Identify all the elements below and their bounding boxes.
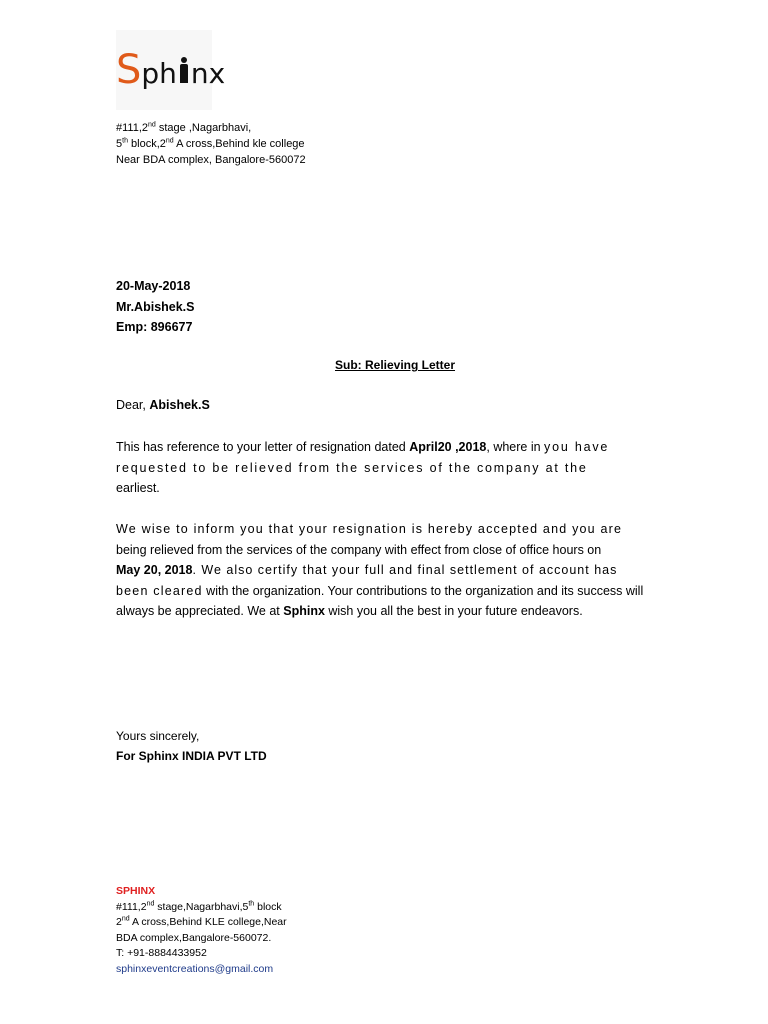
address-line-2: 5th block,2nd A cross,Behind kle college: [116, 137, 305, 150]
address-line-3: Near BDA complex, Bangalore-560072: [116, 154, 306, 166]
closing-block: [116, 726, 267, 766]
logo-letter-s: S: [116, 47, 142, 93]
logo-letters-nx: nx: [190, 57, 226, 90]
address-line-1: #111,2nd stage ,Nagarbhavi,: [116, 121, 252, 134]
letter-date: 20-May-2018: [116, 279, 191, 293]
logo-wordmark: [116, 47, 226, 93]
letter-meta: [116, 276, 195, 338]
header-address: [116, 120, 306, 168]
logo-letters-ph: ph: [141, 57, 177, 90]
footer-address: [116, 884, 287, 977]
company-logo: [116, 30, 226, 110]
resignation-date: April20 ,2018: [409, 440, 487, 454]
employee-id: Emp: 896677: [116, 320, 193, 334]
footer-line-1: #111,2nd stage,Nagarbhavi,5th block: [116, 900, 282, 913]
footer-email-link[interactable]: sphinxeventcreations@gmail.com: [116, 962, 274, 975]
footer-line-2: 2nd A cross,Behind KLE college,Near: [116, 915, 287, 928]
salutation-name: Abishek.S: [149, 398, 210, 412]
footer-company-name: SPHINX: [116, 885, 156, 897]
closing-regards: Yours sincerely,: [116, 729, 200, 743]
company-name-inline: Sphinx: [283, 604, 325, 618]
relieving-date: May 20, 2018: [116, 563, 193, 577]
salutation: Dear, Abishek.S: [116, 398, 210, 412]
letter-subject: Sub: Relieving Letter: [334, 358, 456, 372]
footer-phone: T: +91-8884433952: [116, 947, 207, 959]
person-figure-icon: [178, 57, 190, 83]
closing-company: For Sphinx INDIA PVT LTD: [116, 749, 267, 763]
paragraph-2: We wise to inform you that your resignation is hereby accepted and you are being relieved from the services of the company with effect from close of office hours on May 20, 2018. We also certify that your full and final settlement of account has been cleared with the organization. Your contributions to the organization and its success will always be appreciated. We at Sphinx wish you all the best in your future endeavors.: [116, 522, 644, 618]
paragraph-1: This has reference to your letter of resignation dated April20 ,2018, where in you have requested to be relieved from the services of the company at the earliest.: [116, 440, 610, 495]
footer-line-3: BDA complex,Bangalore-560072.: [116, 931, 272, 944]
recipient-name: Mr.Abishek.S: [116, 299, 195, 314]
